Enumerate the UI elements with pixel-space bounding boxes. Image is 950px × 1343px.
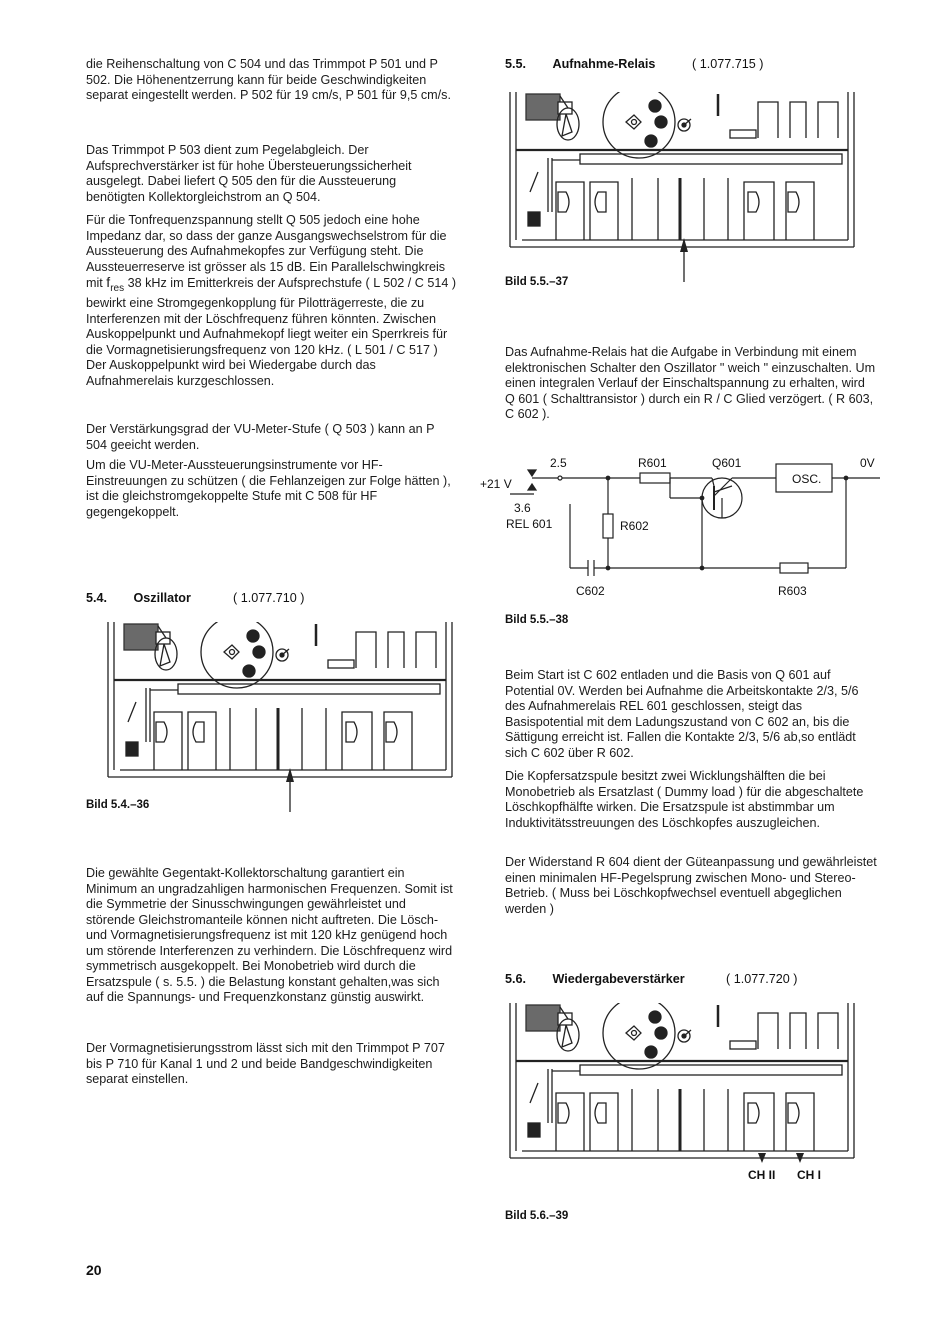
paragraph-vu-meter-stufe: Der Verstärkungsgrad der VU-Meter-Stufe ( Q 503 ) kann an P 504 geeicht werden. (86, 422, 435, 452)
paragraph-widerstand-r604: Der Widerstand R 604 dient der Güteanpassung und gewährleistet einen minimalen HF-Pegelsprung zwischen Mono- und Stereo-Betrieb. ( Muss bei Löschkopfwechsel eventuell abgeglichen werden ) (505, 855, 877, 916)
section-code: ( 1.077.720 ) (726, 972, 798, 986)
label-q601: Q601 (712, 456, 742, 470)
paragraph-gegentakt: Die gewählte Gegentakt-Kollektorschaltung garantiert ein Minimum an ungradzahligen harmonischen Frequenzen. Somit ist die Symmetrie der Sinusschwingungen gewährleistet und störende Gleichstromanteile können nicht auftreten. Die Lösch- und Vormagnetisierungsfrequenz ist mit 120 kHz genügend hoch um störende Interferenzen zu verhindern. Die Löschfrequenz wird symmetrisch ausgekoppelt. Bei Monobetrieb wird durch die Ersatzspule ( s. 5.5. ) die Belastung konstant gehalten,was sich auf die Spannungs- und Frequenzkonstanz günstig auswirkt. (86, 866, 453, 1004)
paragraph-hf-einstreuungen: Um die VU-Meter-Aussteuerungsinstrumente vor HF-Einstreuungen zu schützen ( die Fehlanzeigen zur Folge hätten ), ist die gleichstromgekoppelte Stufe mit C 508 für HF gegengekoppelt. (86, 458, 451, 519)
figure-caption-5-4-36: Bild 5.4.–36 (86, 799, 150, 811)
paragraph-aufnahme-relais: Das Aufnahme-Relais hat die Aufgabe in Verbindung mit einem elektronischen Schalter den Oszillator " weich " einzuschalten. Um einen integralen Verlauf der Einschaltspannung zu erhalten, wird Q 601 ( Schalttransistor ) durch ein R / C Glied verzögert. ( R 603, C 602 ). (505, 345, 876, 421)
paragraph-beim-start: Beim Start ist C 602 entladen und die Basis von Q 601 auf Potential 0V. Werden bei Aufnahme die Arbeitskontakte 2/3, 5/6 des Aufnahmerelais REL 601 geschlossen, steigt das Basispotential mit dem Ladungszustand von C 602 an, bis die Sättigung erreicht ist. Fallen die Kontakte 2/3, 5/6 ab,so entlädt sich C 602 über R 602. (505, 668, 859, 760)
section-heading-aufnahme-relais (505, 57, 763, 71)
label-0v: 0V (860, 456, 875, 470)
label-contact-top: 2.5 (550, 456, 567, 470)
page-number: 20 (86, 1262, 102, 1278)
label-r602: R602 (620, 519, 649, 533)
label-osc: OSC. (792, 472, 822, 486)
label-relay: REL 601 (506, 517, 553, 531)
label-channel-1: CH I (797, 1168, 821, 1182)
figure-caption-5-5-37: Bild 5.5.–37 (505, 276, 569, 288)
figure-caption-5-6-39: Bild 5.6.–39 (505, 1210, 569, 1222)
section-heading-wiedergabeverstaerker (505, 972, 797, 986)
board-figure-oszillator (106, 622, 456, 822)
section-number: 5.5. (505, 57, 527, 71)
section-title: Aufnahme-Relais (552, 57, 656, 71)
section-title: Oszillator (133, 591, 191, 605)
board-figure-aufnahme-relais (508, 92, 858, 292)
label-c602: C602 (576, 584, 605, 598)
paragraph-reihenschaltung: die Reihenschaltung von C 504 und das Trimmpot P 501 und P 502. Die Höhenentzerrung kann für beide Geschwindigkeiten separat eingestellt werden. P 502 für 19 cm/s, P 501 für 9,5 cm/s. (86, 57, 451, 102)
figure-caption-5-5-38: Bild 5.5.–38 (505, 614, 569, 626)
section-number: 5.4. (86, 591, 108, 605)
schematic-aufnahme-relais (470, 450, 890, 610)
paragraph-kopfersatzspule: Die Kopfersatzspule besitzt zwei Wicklungshälften die bei Monobetrieb als Ersatzlast ( Dummy load ) für die abgeschaltete Löschkopfhälfte wirken. Die Ersatzspule ist abstimmbar um Induktivitätsstreuungen des Löschkopfes auszugleichen. (505, 769, 864, 830)
section-code: ( 1.077.710 ) (233, 591, 305, 605)
label-contact-bottom: 3.6 (514, 501, 531, 515)
label-channel-2: CH II (748, 1168, 776, 1182)
f-res-symbol: $f_{res}$ (106, 274, 125, 294)
paragraph-pegelabgleich: Das Trimmpot P 503 dient zum Pegelabgleich. Der Aufsprechverstärker ist für hohe Übersteuerungssicherheit ausgelegt. Dabei liefert Q 505 den für die Aussteuerung benötigten Kollektorgleichstrom an Q 504. (86, 143, 412, 204)
text-part: 38 kHz im Emitterkreis der Aufsprechstufe ( L 502 / C 514 ) bewirkt eine Stromgegenkopplung für Pilotträgerreste, die zu Interferenzen mit der Löschfrequenz führen könnten. Zwischen Auskoppelpunkt und Aufnahmekopf liegt weiter ein Sperrkreis für die Vormagnetisierungsfrequenz von 120 kHz. ( L 501 / C 517 ) Der Auskoppelpunkt wird bei Wiedergabe durch das Aufnahmerelais kurzgeschlossen. (86, 276, 457, 388)
label-supply: +21 V (480, 477, 512, 491)
section-number: 5.6. (505, 972, 527, 986)
label-r603: R603 (778, 584, 807, 598)
paragraph-tonfrequenz (86, 213, 458, 389)
section-heading-oszillator (86, 591, 304, 605)
board-figure-wiedergabeverstaerker (508, 1003, 858, 1173)
label-r601: R601 (638, 456, 667, 470)
section-title: Wiedergabeverstärker (552, 972, 685, 986)
text-part: Für die Tonfrequenzspannung stellt Q 505 jedoch eine hohe Impedanz dar, so dass der ganze Ausgangswechselstrom für die Aussteuerung des Aufnahmekopfes zur Verfügung steht. Die Aussteuerreserve ist grösser als 15 dB. Ein Parallelschwingkreis mit (86, 213, 447, 290)
section-code: ( 1.077.715 ) (692, 57, 764, 71)
paragraph-vormagnetisierungsstrom: Der Vormagnetisierungsstrom lässt sich mit den Trimmpot P 707 bis P 710 für Kanal 1 und 2 und beide Bandgeschwindigkeiten separat einstellen. (86, 1041, 445, 1086)
